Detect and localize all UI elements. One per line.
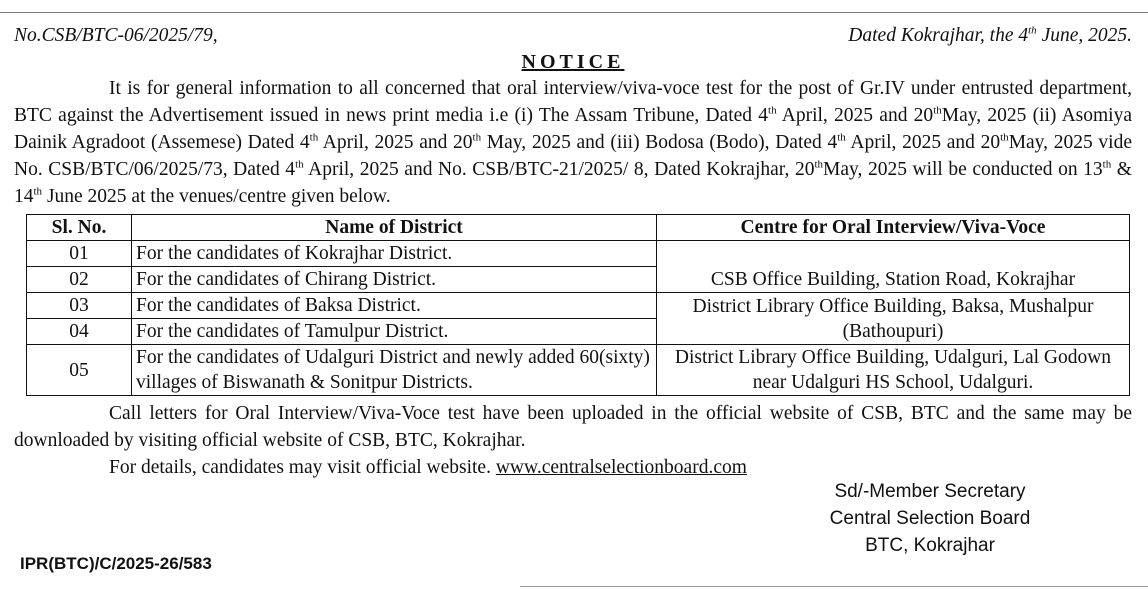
notice-title: NOTICE	[521, 51, 625, 73]
signature-line-3: BTC, Kokrajhar	[865, 535, 995, 556]
table-row	[27, 345, 1130, 396]
row-district: For the candidates of Baksa District.	[132, 293, 657, 319]
website-link[interactable]: www.centralselectionboard.com	[495, 457, 747, 478]
header-sl-no: Sl. No.	[27, 215, 132, 241]
row-district: For the candidates of Chirang District.	[132, 267, 657, 293]
table-header-row	[27, 215, 1130, 241]
notice-document	[14, 22, 1132, 481]
header-centre: Centre for Oral Interview/Viva-Voce	[657, 215, 1130, 241]
venue-table	[26, 214, 1130, 396]
signature-line-1: Sd/-Member Secretary	[834, 481, 1026, 502]
notice-paragraph-3: For details, candidates may visit official website. www.centralselectionboard.com	[109, 457, 747, 478]
row-district: For the candidates of Udalguri District and newly added 60(sixty) villages of Biswanath & Sonitpur Districts.	[132, 345, 657, 396]
reference-number: No.CSB/BTC-06/2025/79,	[14, 25, 218, 46]
row-sl: 01	[27, 241, 132, 267]
table-row	[27, 293, 1130, 319]
signature-block	[820, 478, 1040, 559]
bottom-border	[520, 586, 1148, 587]
notice-paragraph-2: Call letters for Oral Interview/Viva-Voce test have been uploaded in the official website of CSB, BTC and the same may be downloaded by visiting official website of CSB, BTC, Kokrajhar.	[14, 403, 1132, 451]
top-border	[0, 0, 1148, 13]
centre-kokrajhar: CSB Office Building, Station Road, Kokrajhar	[657, 241, 1130, 293]
dated-line: Dated Kokrajhar, the 4th June, 2025.	[848, 24, 1132, 46]
table-row	[27, 241, 1130, 267]
header-district: Name of District	[132, 215, 657, 241]
row-sl: 03	[27, 293, 132, 319]
row-district: For the candidates of Tamulpur District.	[132, 319, 657, 345]
row-sl: 02	[27, 267, 132, 293]
row-district: For the candidates of Kokrajhar District.	[132, 241, 657, 267]
ipr-number: IPR(BTC)/C/2025-26/583	[20, 554, 212, 573]
row-sl: 04	[27, 319, 132, 345]
centre-udalguri: District Library Office Building, Udalguri, Lal Godown near Udalguri HS School, Udalguri.	[657, 345, 1130, 396]
signature-line-2: Central Selection Board	[829, 508, 1031, 529]
row-sl: 05	[27, 345, 132, 396]
notice-paragraph-1: It is for general information to all concerned that oral interview/viva-voce test for the post of Gr.IV under entrusted department, BTC against the Advertisement issued in news print media i.e (i) The Assam Tribune, Dated 4th April, 2025 and 20thMay, 2025 (ii) Asomiya Dainik Agradoot (Assemese) Dated 4th April, 2025 and 20th May, 2025 and (iii) Bodosa (Bodo), Dated 4th April, 2025 and 20thMay, 2025 vide No. CSB/BTC/06/2025/73, Dated 4th April, 2025 and No. CSB/BTC-21/2025/ 8, Dated Kokrajhar, 20thMay, 2025 will be conducted on 13th & 14th June 2025 at the venues/centre given below.	[14, 78, 1132, 207]
notice-header	[14, 22, 1132, 49]
centre-baksa: District Library Office Building, Baksa, Mushalpur (Bathoupuri)	[657, 293, 1130, 345]
